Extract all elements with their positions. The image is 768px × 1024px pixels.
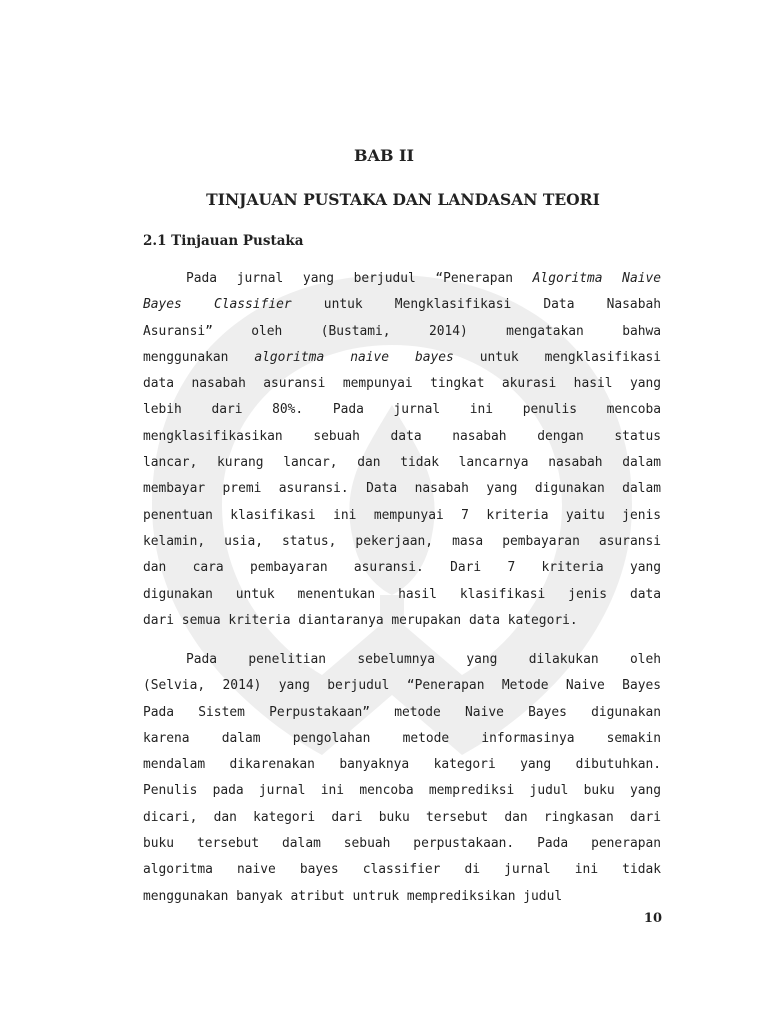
paragraph-1-line [143, 397, 661, 423]
paragraph-2-line [143, 857, 661, 883]
paragraph-2-line [143, 647, 661, 673]
text-run: data nasabah asuransi mempunyai tingkat akurasi hasil yang [143, 376, 661, 392]
italic-text: algoritma naive bayes [254, 349, 454, 365]
paragraph-2-line [143, 752, 661, 778]
text-run: kelamin, usia, status, pekerjaan, masa pembayaran asuransi [143, 533, 661, 549]
paragraph-1-line [143, 555, 661, 581]
page-number: 10 [643, 911, 662, 926]
text-run: menggunakan banyak atribut untruk memprediksikan judul [143, 888, 563, 904]
paragraph-2 [143, 647, 661, 910]
paragraph-2-line [143, 726, 661, 752]
text-run: untuk mengklasifikasi [453, 349, 661, 365]
text-run: penentuan klasifikasi ini mempunyai 7 kriteria yaitu jenis [143, 507, 661, 523]
paragraph-1-line [143, 582, 661, 608]
text-run: dicari, dan kategori dari buku tersebut dan ringkasan dari [143, 809, 661, 825]
text-run: membayar premi asuransi. Data nasabah yang digunakan dalam [143, 481, 661, 497]
text-run: dari semua kriteria diantaranya merupakan data kategori. [143, 612, 578, 628]
chapter-heading: BAB II [354, 146, 414, 165]
section-heading: 2.1 Tinjauan Pustaka [143, 233, 304, 249]
paragraph-1-line [143, 503, 661, 529]
text-run: Pada penelitian sebelumnya yang dilakukan oleh [186, 652, 661, 667]
text-run: dan cara pembayaran asuransi. Dari 7 kriteria yang [143, 560, 661, 576]
text-run: Asuransi” oleh (Bustami, 2014) mengatakan bahwa [143, 323, 661, 339]
text-run: untuk Mengklasifikasi Data Nasabah [291, 297, 661, 313]
paragraph-1-line [143, 371, 661, 397]
paragraph-2-line [143, 884, 661, 910]
text-run: menggunakan [143, 349, 255, 365]
text-run: lebih dari 80%. Pada jurnal ini penulis mencoba [143, 402, 661, 418]
text-run: karena dalam pengolahan metode informasinya semakin [143, 730, 661, 746]
paragraph-1-line [143, 319, 661, 345]
text-run: Pada jurnal yang berjudul “Penerapan [186, 271, 533, 286]
paragraph-2-line [143, 778, 661, 804]
paragraph-1-line [143, 424, 661, 450]
italic-text: Algoritma Naive [532, 271, 661, 286]
text-run: digunakan untuk menentukan hasil klasifikasi jenis data [143, 586, 661, 602]
paragraph-2-line [143, 831, 661, 857]
text-run: algoritma naive bayes classifier di jurnal ini tidak [143, 862, 661, 878]
paragraph-1-line [143, 476, 661, 502]
text-run: mengklasifikasikan sebuah data nasabah dengan status [143, 428, 661, 444]
text-run: mendalam dikarenakan banyaknya kategori yang dibutuhkan. [143, 757, 661, 773]
paragraph-2-line [143, 700, 661, 726]
italic-text: Bayes Classifier [143, 297, 292, 313]
paragraph-2-line [143, 673, 661, 699]
paragraph-1 [143, 266, 661, 634]
paragraph-1-line [143, 450, 661, 476]
chapter-title: TINJAUAN PUSTAKA DAN LANDASAN TEORI [206, 190, 600, 209]
paragraph-1-line [143, 266, 661, 292]
text-run: Pada Sistem Perpustakaan” metode Naive Bayes digunakan [143, 704, 661, 720]
text-run: lancar, kurang lancar, dan tidak lancarnya nasabah dalam [143, 455, 661, 471]
paragraph-1-line [143, 345, 661, 371]
text-run: (Selvia, 2014) yang berjudul “Penerapan Metode Naive Bayes [143, 678, 661, 694]
paragraph-2-line [143, 805, 661, 831]
paragraph-1-line [143, 292, 661, 318]
paragraph-1-line [143, 608, 661, 634]
text-run: Penulis pada jurnal ini mencoba memprediksi judul buku yang [143, 783, 661, 799]
text-run: buku tersebut dalam sebuah perpustakaan. Pada penerapan [143, 836, 661, 852]
paragraph-1-line [143, 529, 661, 555]
